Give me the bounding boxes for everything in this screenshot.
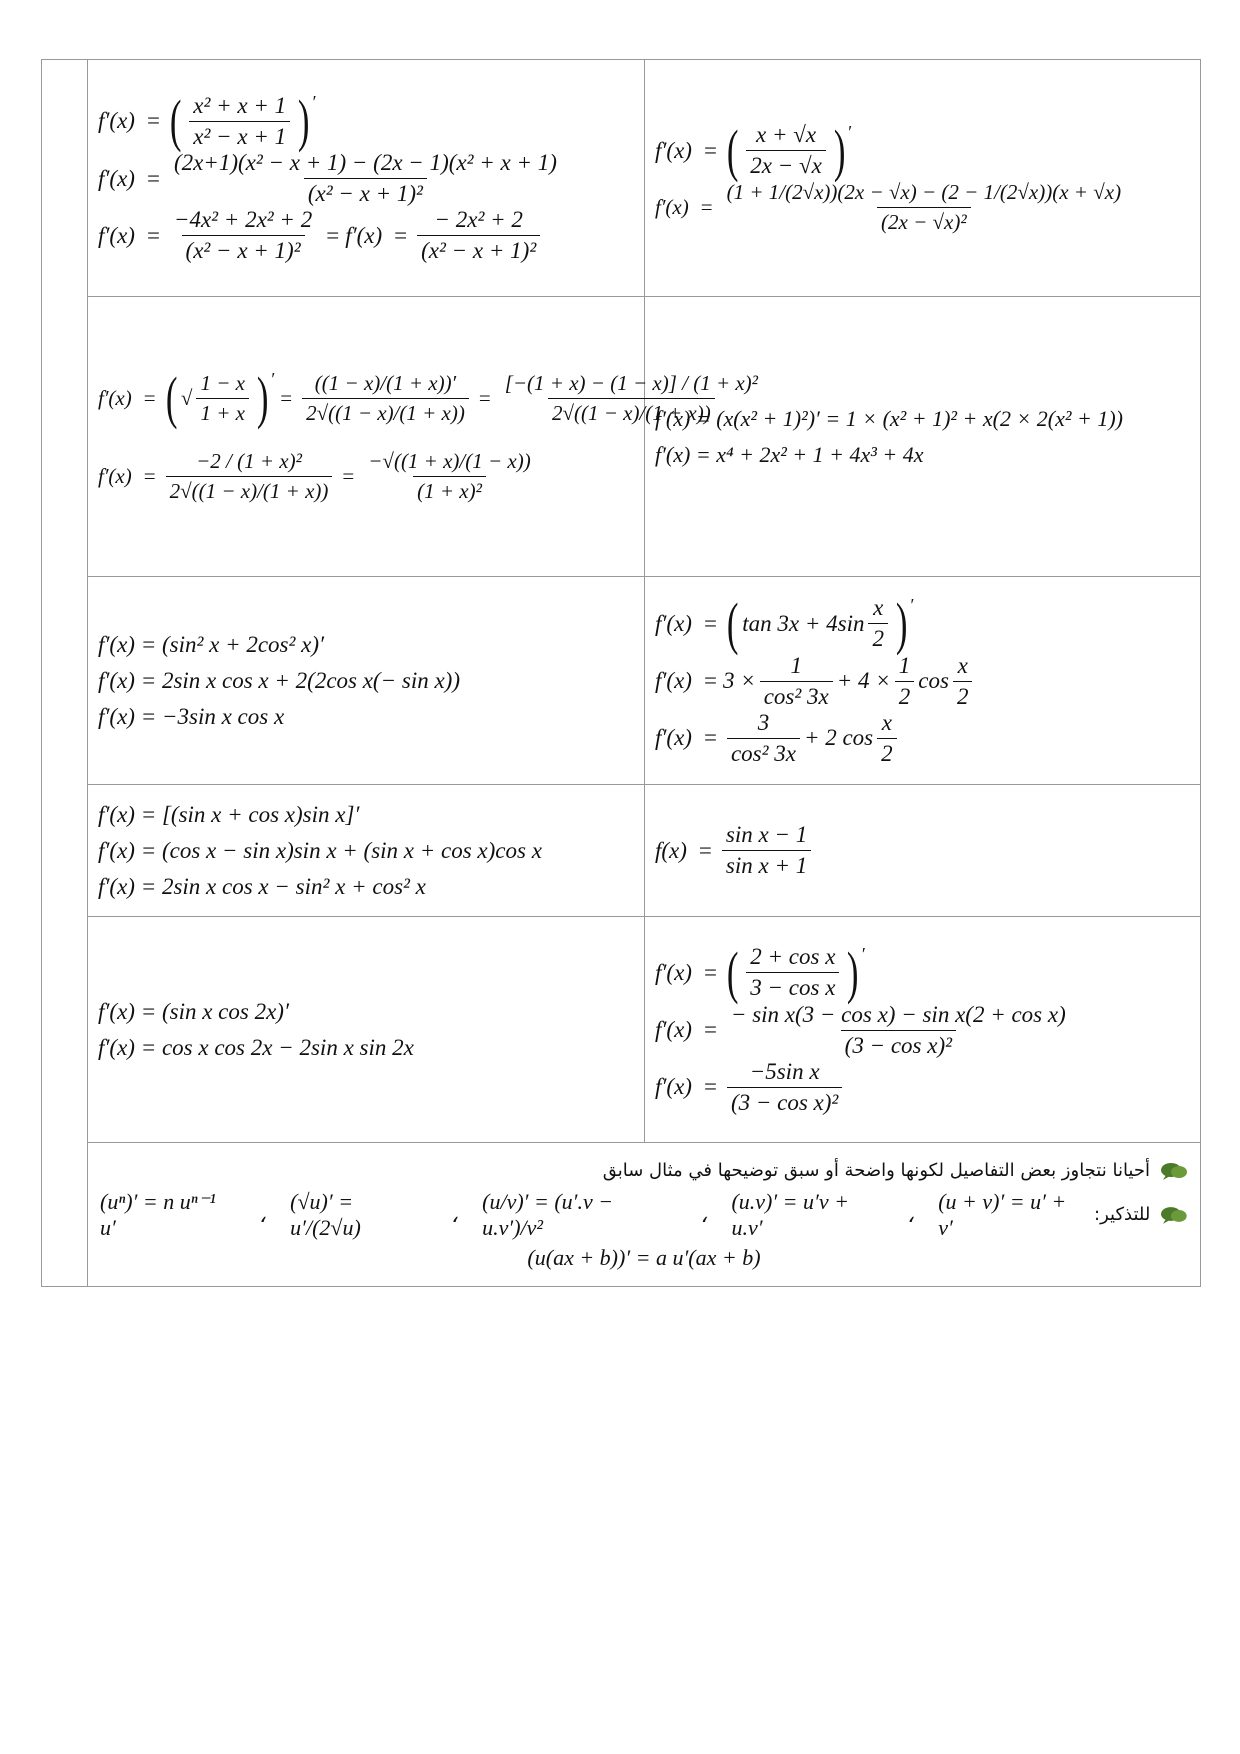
equation-line: f′(x) = ( tan 3x + 4sin $\frac{x}{2}$ ) ′ <box>655 590 914 656</box>
equation-line: f′(x) = $\frac{\text{(2x+1)(x² − x + 1) − (2x − 1)(x² + x + 1)}}{\text{(x² − x + 1)²}}$ <box>98 150 557 206</box>
formula: (u/v)′ = (u′.v − u.v′)/v² <box>482 1188 614 1240</box>
left-cell <box>88 917 645 1143</box>
right-cell <box>645 785 1201 917</box>
reminder-cell <box>88 1143 1201 1287</box>
formula: (u.v)′ = u′v + u.v′ <box>731 1188 849 1240</box>
table-row <box>42 785 1201 917</box>
reminder-line <box>100 1189 1188 1241</box>
margin-column <box>42 60 88 1287</box>
equation-line: f(x) = $\frac{\text{sin x − 1}}{\text{sin x + 1}}$ <box>655 822 1190 879</box>
equation-line: f′(x) = $\frac{\text{−2 / (1 + x)²}}{2√((1 - x)/(1 + x))}$ = $\frac{-√((1 + x)/(1 - x))}{\text{(1 + x)²}}$ <box>98 449 531 503</box>
formula-list <box>100 1189 1084 1241</box>
equation-line: f′(x) = $\frac{(1 + 1/(2√x))(2x - √x) - (2 - 1/(2√x))(x + √x)}{\text{(2x − √x)²}}$ <box>655 179 1122 234</box>
exercise-table <box>41 59 1201 1287</box>
left-cell <box>88 60 645 297</box>
equation-line: f′(x) = ( √ $\frac{1 - x}{1 + x}$ ) ′ = $\frac{((1 - x)/(1 + x))'}{2√((1 - x)/(1 + x))}$ = $\frac{\text{[−(1 + x) − (1 − x)] / (1 + x)²}}{2√((1 - x)/(1 + x))}$ <box>98 365 758 430</box>
equation-line: f′(x) = −3sin x cos x <box>98 703 285 729</box>
last-formula: (u(ax + b))′ = a u′(ax + b) <box>527 1244 761 1270</box>
table-row <box>42 577 1201 785</box>
equation-line: f′(x) = (x(x² + 1)²)′ = 1 × (x² + 1)² + x(2 × 2(x² + 1)) <box>655 405 1123 431</box>
speech-bubble-icon <box>1160 1206 1188 1224</box>
formula: (uⁿ)′ = n uⁿ⁻¹ u′ <box>100 1188 216 1240</box>
table-row <box>42 1143 1201 1287</box>
note-line <box>100 1153 1188 1189</box>
equation-line: f′(x) = 3 × $\frac{1}{\text{cos² 3x}}$ + 4 × $\frac{1}{2}$ cos $\frac{x}{2}$ <box>655 653 1190 710</box>
separator: ، <box>259 1201 267 1227</box>
equation-line: f′(x) = $\frac{\text{− sin x(3 − cos x) − sin x(2 + cos x)}}{\text{(3 − cos x)²}}$ <box>655 1001 1066 1058</box>
separator: ، <box>700 1201 708 1227</box>
equation-line: f′(x) = $\frac{\text{−4x² + 2x² + 2}}{\text{(x² − x + 1)²}}$ = f′(x) = $\frac{\text{− 2x² + 2}}{\text{(x² − x + 1)²}}$ <box>98 207 634 264</box>
separator: ، <box>451 1201 459 1227</box>
left-cell <box>88 577 645 785</box>
table-row <box>42 297 1201 577</box>
formula: (√u)′ = u′/(2√u) <box>290 1188 361 1240</box>
right-cell <box>645 60 1201 297</box>
right-cell <box>645 297 1201 577</box>
equation-line: f′(x) = ( $\frac{\text{x² + x + 1}}{\text{x² − x + 1}}$ ) ′ <box>98 88 316 153</box>
separator: ، <box>907 1201 915 1227</box>
table-row <box>42 917 1201 1143</box>
equation-line: f′(x) = (sin x cos 2x)′ <box>98 998 289 1024</box>
equation-line: f′(x) = 2sin x cos x − sin² x + cos² x <box>98 873 426 899</box>
equation-line: f′(x) = 2sin x cos x + 2(2cos x(− sin x)) <box>98 667 460 693</box>
formula: (u + v)′ = u′ + v′ <box>938 1188 1067 1240</box>
speech-bubble-icon <box>1160 1162 1188 1180</box>
equation-line: f′(x) = ( $\frac{x + √x}{2x - √x}$ ) ′ <box>655 117 852 183</box>
equation-line: f′(x) = $\frac{\text{−5sin x}}{\text{(3 − cos x)²}}$ <box>655 1059 1190 1116</box>
left-cell <box>88 297 758 577</box>
equation-line: f′(x) = ( $\frac{\text{2 + cos x}}{\text{3 − cos x}}$ ) ′ <box>655 939 865 1005</box>
equation-line: f′(x) = (cos x − sin x)sin x + (sin x + cos x)cos x <box>98 837 542 863</box>
equation-line: f′(x) = cos x cos 2x − 2sin x sin 2x <box>98 1034 414 1060</box>
reminder-label: للتذكير: <box>1094 1204 1151 1225</box>
equation-line: f′(x) = x⁴ + 2x² + 1 + 4x³ + 4x <box>655 441 924 467</box>
note-text: أحيانا نتجاوز بعض التفاصيل لكونها واضحة أو سبق توضيحها في مثال سابق <box>602 1160 1150 1181</box>
equation-line: f′(x) = (sin² x + 2cos² x)′ <box>98 631 325 657</box>
right-cell <box>645 577 1201 785</box>
left-cell <box>88 785 645 917</box>
equation-line: f′(x) = [(sin x + cos x)sin x]′ <box>98 801 360 827</box>
table-row <box>42 60 1201 297</box>
equation-line: f′(x) = $\frac{3}{\text{cos² 3x}}$ + 2 cos $\frac{x}{2}$ <box>655 710 1190 767</box>
right-cell <box>645 917 1201 1143</box>
